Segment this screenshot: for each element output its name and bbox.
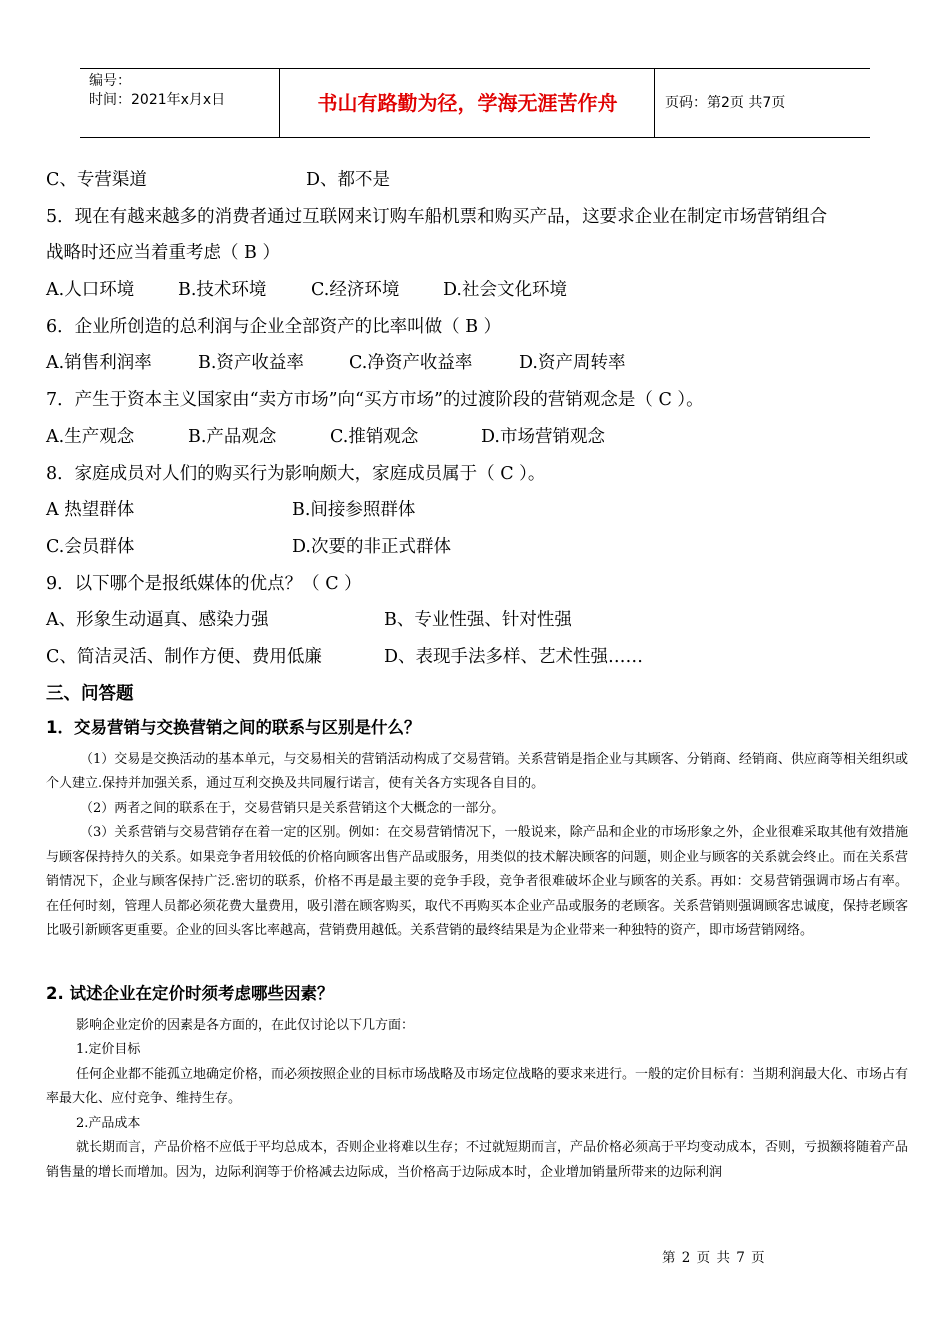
page-footer: 第 2 页 共 7 页 (662, 1250, 766, 1266)
q4-option-d: D、都不是 (306, 170, 391, 190)
q9-options-row2 (46, 639, 908, 676)
q8-text: 8．家庭成员对人们的购买行为影响颇大，家庭成员属于（ C ）。 (46, 463, 546, 484)
q7-option-b: B.产品观念 (188, 426, 277, 447)
q6-options-row (46, 345, 908, 382)
q4-option-c: C、专营渠道 (46, 170, 147, 190)
q9-option-d: D、表现手法多样、艺术性强…… (384, 646, 644, 667)
q8-options-row2 (46, 529, 908, 566)
q8-options-row1 (46, 492, 908, 529)
q6-option-d: D.资产周转率 (519, 353, 626, 374)
q9-option-b: B、专业性强、针对性强 (384, 610, 572, 631)
q7-option-a: A.生产观念 (46, 426, 135, 447)
q6-option-c: C.净资产收益率 (349, 353, 473, 374)
header-date: 时间：2021年x月x日 (89, 92, 226, 108)
essay-q2-answer (46, 1014, 908, 1186)
q5-option-a: A.人口环境 (46, 280, 135, 301)
section-title: 三、问答题 (46, 683, 134, 704)
q6-text: 6．企业所创造的总利润与企业全部资产的比率叫做（ B ） (46, 316, 502, 337)
essay-q2-paragraph: 就长期而言，产品价格不应低于平均总成本，否则企业将难以生存；不过就短期而言，产品价格必须高于平均变动成本，否则，亏损额将随着产品销售量的增长而增加。因为，边际利润等于价格减去边际成，当价格高于边际成本时，企业增加销量所带来的边际利润 (46, 1140, 909, 1180)
q9-option-c: C、简洁灵活、制作方便、费用低廉 (46, 646, 322, 667)
q9-options-row1 (46, 602, 908, 639)
q5-line1: 5．现在有越来越多的消费者通过互联网来订购车船机票和购买产品，这要求企业在制定市场营销组合 (46, 206, 828, 227)
essay-q2-title: 2. 试述企业在定价时须考虑哪些因素？ (46, 983, 334, 1003)
q8-option-b: B.间接参照群体 (292, 500, 416, 521)
q5-option-d: D.社会文化环境 (443, 280, 567, 301)
essay-q1-paragraph: （1）交易是交换活动的基本单元，与交易相关的营销活动构成了交易营销。关系营销是指企业与其顾客、分销商、经销商、供应商等相关组织或个人建立.保持并加强关系，通过互利交换及共同履行诺言，使有关各方实现各自目的。 (46, 751, 908, 792)
header-left-cell (80, 69, 280, 137)
essay-q2-subheading: 2.产品成本 (76, 1115, 141, 1131)
q4-options-row (46, 162, 908, 199)
header-page-number: 页码：第2页 共7页 (665, 95, 786, 111)
q7-option-c: C.推销观念 (330, 426, 419, 447)
document-body (46, 162, 908, 1185)
q6-option-a: A.销售利润率 (46, 353, 152, 374)
essay-q2-subheading: 1.定价目标 (76, 1042, 141, 1058)
essay-q2-paragraph: 影响企业定价的因素是各方面的，在此仅讨论以下几方面： (76, 1017, 415, 1033)
q8-option-c: C.会员群体 (46, 536, 135, 557)
q7-option-d: D.市场营销观念 (481, 426, 605, 447)
essay-q2-paragraph: 任何企业都不能孤立地确定价格，而必须按照企业的目标市场战略及市场定位战略的要求来进行。一般的定价目标有：当期利润最大化、市场占有率最大化、应付竞争、维持生存。 (46, 1066, 909, 1107)
essay-q1-paragraph: （2）两者之间的联系在于，交易营销只是关系营销这个大概念的一部分。 (80, 800, 505, 816)
q8-option-d: D.次要的非正式群体 (292, 536, 451, 557)
q9-option-a: A、形象生动逼真、感染力强 (46, 610, 269, 631)
q5-option-b: B.技术环境 (178, 280, 267, 301)
header-motto: 书山有路勤为径，学海无涯苦作舟 (281, 69, 655, 137)
q5-line2: 战略时还应当着重考虑（ B ） (46, 243, 280, 264)
q7-options-row (46, 419, 908, 456)
q9-text: 9．以下哪个是报纸媒体的优点？（ C ） (46, 573, 362, 594)
q6-option-b: B.资产收益率 (198, 353, 304, 374)
essay-q1-answer (46, 748, 908, 944)
page-header (80, 68, 870, 138)
q5-option-c: C.经济环境 (311, 280, 400, 301)
q5-options-row (46, 272, 908, 309)
essay-q1-title: 1．交易营销与交换营销之间的联系与区别是什么？ (46, 717, 421, 737)
q8-option-a: A 热望群体 (46, 500, 135, 521)
serial-number: 编号： (89, 73, 131, 89)
essay-q1-paragraph: （3）关系营销与交易营销存在着一定的区别。例如：在交易营销情况下，一般说来，除产品和企业的市场形象之外，企业很难采取其他有效措施与顾客保持持久的关系。如果竞争者用较低的价格向顾客出售产品或服务，用类似的技术解决顾客的问题，则企业与顾客的关系就会终止。而在关系营销情况下，企业与顾客保持广泛.密切的联系，价格不再是最主要的竞争手段，竞争者很难破坏企业与顾客的关系。再如：交易营销强调市场占有率。在任何时刻，管理人员都必须花费大量费用，吸引潜在顾客购买，取代不再购买本企业产品或服务的老顾客。关系营销则强调顾客忠诚度，保持老顾客比吸引新顾客更重要。企业的回头客比率越高，营销费用越低。关系营销的最终结果是为企业带来一种独特的资产，即市场营销网络。 (46, 825, 908, 939)
q7-text: 7．产生于资本主义国家由“卖方市场”向“买方市场”的过渡阶段的营销观念是（ C ）。 (46, 390, 704, 411)
